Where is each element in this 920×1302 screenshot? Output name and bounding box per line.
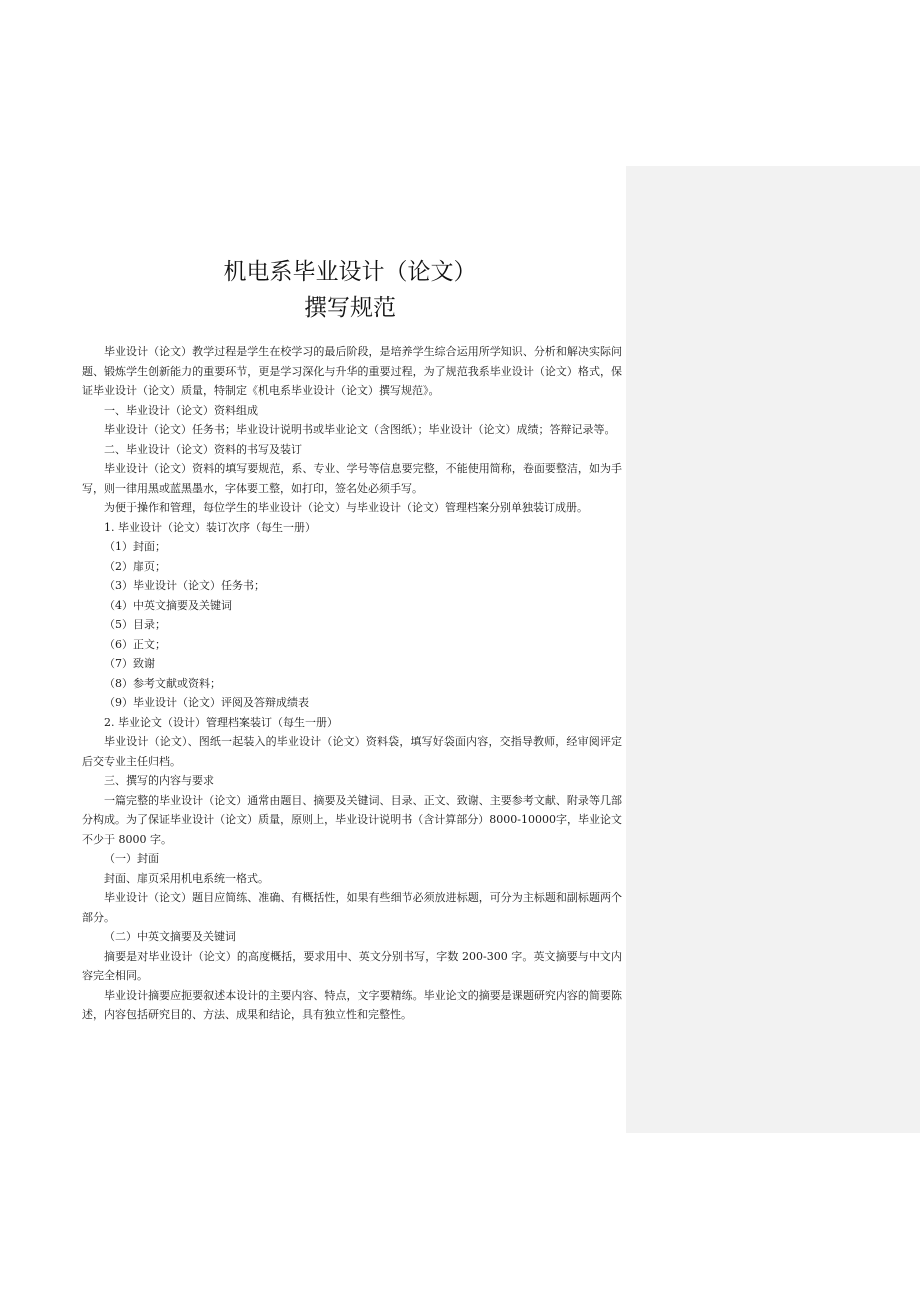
list-item: （5）目录；: [104, 618, 166, 631]
paragraph: 摘要是对毕业设计（论文）的高度概括，要求用中、英文分别书写，字数 200-300 字。英文摘要与中文内容完全相同。: [82, 949, 622, 982]
list-item: （2）扉页；: [104, 559, 166, 573]
document-title: 机电系毕业设计（论文）: [223, 259, 477, 285]
paragraph: 毕业设计摘要应扼要叙述本设计的主要内容、特点，文字要精练。毕业论文的摘要是课题研究内容的简要陈述，内容包括研究目的、方法、成果和结论，具有独立性和完整性。: [82, 988, 622, 1021]
paragraph: 毕业设计（论文）、图纸一起装入的毕业设计（论文）资料袋，填写好袋面内容，交指导教师，经审阅评定后交专业主任归档。: [82, 735, 622, 768]
paragraph: 毕业设计（论文）资料的填写要规范，系、专业、学号等信息要完整，不能使用简称，卷面要整洁，如为手写，则一律用黑或蓝黑墨水，字体要工整，如打印，签名处必须手写。: [82, 462, 622, 495]
subsection-heading-2: 2. 毕业论文（设计）管理档案装订（每生一册）: [104, 715, 338, 729]
comment-pane: [626, 166, 920, 1133]
list-item: （1）封面；: [104, 540, 166, 553]
subsection-heading-cover: （一）封面: [104, 852, 159, 865]
paragraph: 毕业设计（论文）题目应简练、准确、有概括性，如果有些细节必须放进标题，可分为主标题和副标题两个部分。: [82, 891, 622, 924]
list-item: （8）参考文献或资料；: [104, 676, 221, 690]
list-item: （6）正文；: [104, 637, 166, 651]
paragraph: 封面、扉页采用机电系统一格式。: [104, 871, 269, 885]
document-subtitle: 撰写规范: [304, 295, 396, 321]
section-heading-1: 一、毕业设计（论文）资料组成: [104, 403, 258, 417]
list-item: （4）中英文摘要及关键词: [104, 598, 232, 612]
subsection-heading-abstract: （二）中英文摘要及关键词: [104, 930, 236, 943]
paragraph: 一篇完整的毕业设计（论文）通常由题目、摘要及关键词、目录、正文、致谢、主要参考文献、附录等几部分构成。为了保证毕业设计（论文）质量，原则上，毕业设计说明书（含计算部分）8000-10000字，毕业论文不少于 8000 字。: [82, 793, 622, 846]
intro-paragraph: 毕业设计（论文）教学过程是学生在校学习的最后阶段，是培养学生综合运用所学知识、分析和解决实际问题、锻炼学生创新能力的重要环节，更是学习深化与升华的重要过程，为了规范我系毕业设计（论文）格式，保证毕业设计（论文）质量，特制定《机电系毕业设计（论文）撰写规范》。: [82, 345, 622, 397]
document-body: [82, 342, 622, 1025]
list-item: （3）毕业设计（论文）任务书；: [104, 579, 265, 592]
paragraph: 毕业设计（论文）任务书；毕业设计说明书或毕业论文（含图纸）；毕业设计（论文）成绩；答辩记录等。: [104, 423, 616, 436]
paragraph: 为便于操作和管理，每位学生的毕业设计（论文）与毕业设计（论文）管理档案分别单独装订成册。: [104, 501, 588, 514]
section-heading-2: 二、毕业设计（论文）资料的书写及装订: [104, 442, 302, 456]
section-heading-3: 三、撰写的内容与要求: [104, 774, 214, 787]
list-item: （9）毕业设计（论文）评阅及答辩成绩表: [104, 696, 309, 709]
subsection-heading-1: 1. 毕业设计（论文）装订次序（每生一册）: [104, 520, 316, 534]
list-item: （7）致谢: [104, 657, 155, 670]
